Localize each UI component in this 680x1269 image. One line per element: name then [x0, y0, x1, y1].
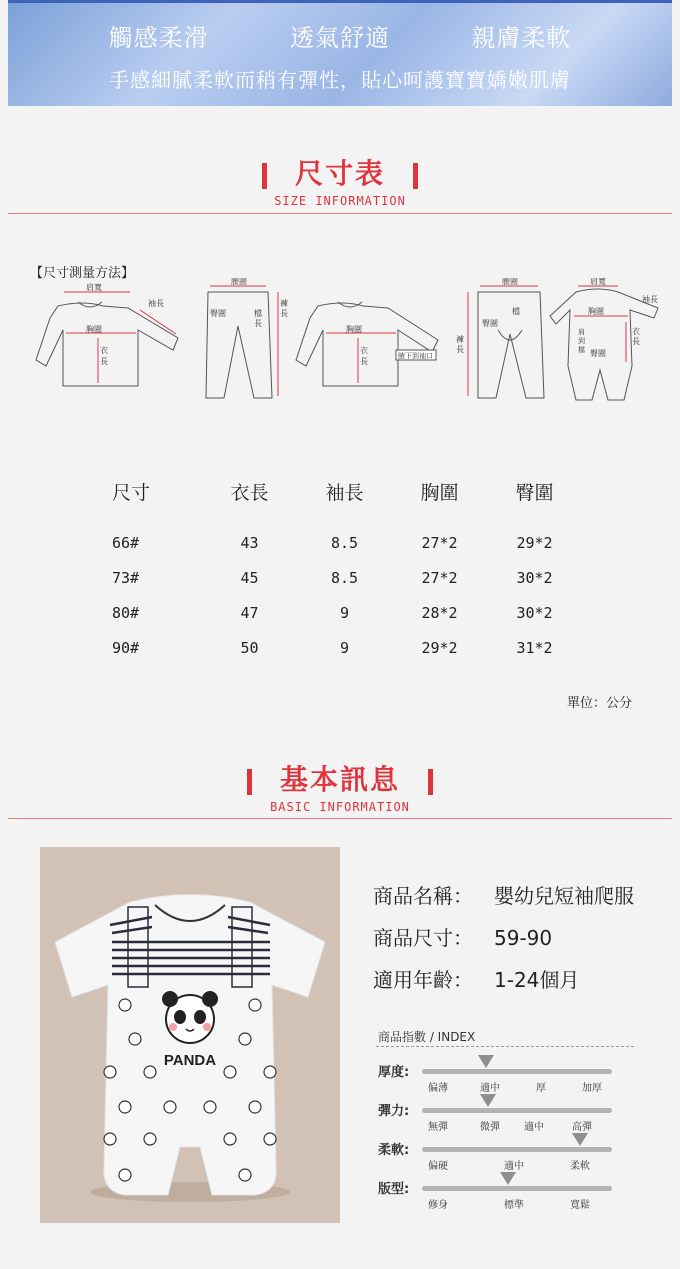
svg-text:胸圍: 胸圍: [588, 307, 604, 316]
index-title: 商品指數 / INDEX: [378, 1030, 476, 1044]
pants-diagram-1: [206, 278, 288, 398]
header-hip: 臀圍: [515, 481, 554, 504]
table-cell: 28*2: [421, 603, 458, 622]
header-size: 尺寸: [112, 481, 151, 504]
svg-text:腰圍: 腰圍: [502, 278, 518, 286]
table-row: [90, 595, 582, 630]
feature-banner: [8, 0, 672, 106]
table-cell: 27*2: [421, 568, 458, 587]
index-pointer-icon: [478, 1055, 494, 1068]
svg-text:臀圍: 臀圍: [482, 319, 498, 328]
index-track: [422, 1186, 612, 1191]
header-sleeve: 袖長: [325, 481, 364, 504]
banner-tagline: 手感細膩柔軟而稍有彈性，貼心呵護寶寶嬌嫩肌膚: [109, 68, 571, 92]
svg-text:袖長: 袖長: [642, 295, 658, 304]
index-label: 厚度:: [378, 1065, 410, 1080]
svg-text:袖長: 袖長: [148, 299, 164, 308]
table-cell: 9: [339, 603, 350, 622]
top-diagram-2: [296, 302, 438, 386]
table-cell: 30*2: [516, 568, 553, 587]
info-key: 商品尺寸：: [373, 926, 473, 950]
table-cell: 66#: [112, 533, 140, 552]
svg-text:腰圍: 腰圍: [231, 278, 247, 286]
title-bar-left: [247, 769, 252, 795]
feature-skin-friendly: 親膚柔軟: [471, 24, 572, 52]
svg-text:長: 長: [360, 357, 368, 366]
size-table-header: [90, 475, 582, 507]
svg-text:肩: 肩: [578, 328, 585, 336]
svg-text:胸圍: 胸圍: [346, 325, 362, 334]
table-cell: 29*2: [516, 533, 553, 552]
feature-breathable: 透氣舒適: [289, 24, 390, 52]
svg-text:肩寬: 肩寬: [86, 283, 102, 292]
table-cell: 9: [339, 638, 350, 657]
product-photo: [40, 847, 340, 1223]
title-bar-right: [413, 163, 418, 189]
table-cell: 45: [240, 568, 259, 587]
table-cell: 90#: [112, 638, 140, 657]
svg-text:褲: 褲: [456, 335, 464, 344]
size-section-header: [0, 152, 680, 208]
table-row: [90, 560, 582, 595]
basic-section-subtitle: BASIC INFORMATION: [270, 800, 410, 814]
svg-text:檔: 檔: [512, 307, 520, 316]
svg-text:衣: 衣: [100, 346, 108, 355]
svg-text:檔: 檔: [578, 346, 585, 354]
table-row: [90, 630, 582, 665]
title-bar-left: [262, 163, 267, 189]
svg-text:長: 長: [254, 319, 262, 328]
header-length: 衣長: [230, 481, 269, 504]
info-product-name: [373, 880, 634, 909]
table-cell: 50: [240, 638, 259, 657]
index-pointer-icon: [572, 1133, 588, 1146]
svg-text:檔: 檔: [254, 309, 262, 318]
panda-romper-image: [40, 847, 340, 1223]
table-cell: 29*2: [421, 638, 458, 657]
index-rule: [376, 1046, 634, 1047]
svg-text:長: 長: [280, 309, 288, 318]
size-divider: [8, 213, 672, 214]
size-section-title: 尺寸表: [294, 157, 385, 190]
measure-method-label: 【尺寸測量方法】: [30, 266, 135, 281]
info-value: 59-90: [494, 926, 553, 950]
table-cell: 8.5: [330, 533, 359, 552]
index-label: 彈力:: [378, 1104, 410, 1119]
svg-text:褲: 褲: [280, 299, 288, 308]
svg-text:長: 長: [100, 357, 108, 366]
info-key: 適用年齡：: [373, 968, 473, 992]
top-diagram-1: [36, 282, 178, 386]
svg-text:長: 長: [632, 337, 640, 346]
svg-text:PANDA: PANDA: [163, 1052, 217, 1069]
svg-text:臀圍: 臀圍: [590, 349, 606, 358]
unit-note: 單位：公分: [567, 696, 633, 711]
table-cell: 27*2: [421, 533, 458, 552]
table-cell: 31*2: [516, 638, 553, 657]
table-cell: 43: [240, 533, 259, 552]
table-cell: 8.5: [330, 568, 359, 587]
feature-row: [8, 18, 672, 53]
index-label: 柔軟:: [378, 1143, 410, 1158]
svg-text:長: 長: [456, 345, 464, 354]
svg-text:衣: 衣: [632, 327, 640, 336]
svg-text:到: 到: [578, 337, 585, 345]
table-cell: 30*2: [516, 603, 553, 622]
index-track: [422, 1108, 612, 1113]
pants-diagram-2: [456, 278, 544, 398]
table-cell: 47: [240, 603, 259, 622]
banner-top-line: [8, 0, 672, 3]
info-product-size: [373, 922, 552, 951]
feature-soft: 觸感柔滑: [108, 24, 209, 52]
index-track: [422, 1069, 612, 1074]
info-key: 商品名稱：: [373, 884, 473, 908]
basic-section-title: 基本訊息: [279, 763, 400, 796]
table-cell: 80#: [112, 603, 140, 622]
header-chest: 胸圍: [420, 481, 459, 504]
index-pointer-icon: [500, 1172, 516, 1185]
basic-section-header: [0, 758, 680, 814]
size-table: [90, 475, 582, 665]
romper-diagram: [550, 278, 658, 400]
measurement-diagrams: [28, 278, 668, 408]
index-label: 版型:: [378, 1182, 410, 1197]
info-age-range: [373, 964, 579, 993]
svg-text:胸圍: 胸圍: [86, 325, 102, 334]
basic-divider: [8, 818, 672, 819]
index-track: [422, 1147, 612, 1152]
svg-text:肩寬: 肩寬: [590, 278, 606, 286]
svg-text:腋下到袖口: 腋下到袖口: [398, 352, 433, 360]
table-cell: 73#: [112, 568, 140, 587]
index-pointer-icon: [480, 1094, 496, 1107]
info-value: 1-24個月: [494, 968, 580, 992]
title-bar-right: [428, 769, 433, 795]
size-section-subtitle: SIZE INFORMATION: [274, 194, 406, 208]
info-value: 嬰幼兒短袖爬服: [494, 884, 634, 908]
svg-text:衣: 衣: [360, 346, 368, 355]
table-row: [90, 525, 582, 560]
svg-text:臀圍: 臀圍: [210, 309, 226, 318]
